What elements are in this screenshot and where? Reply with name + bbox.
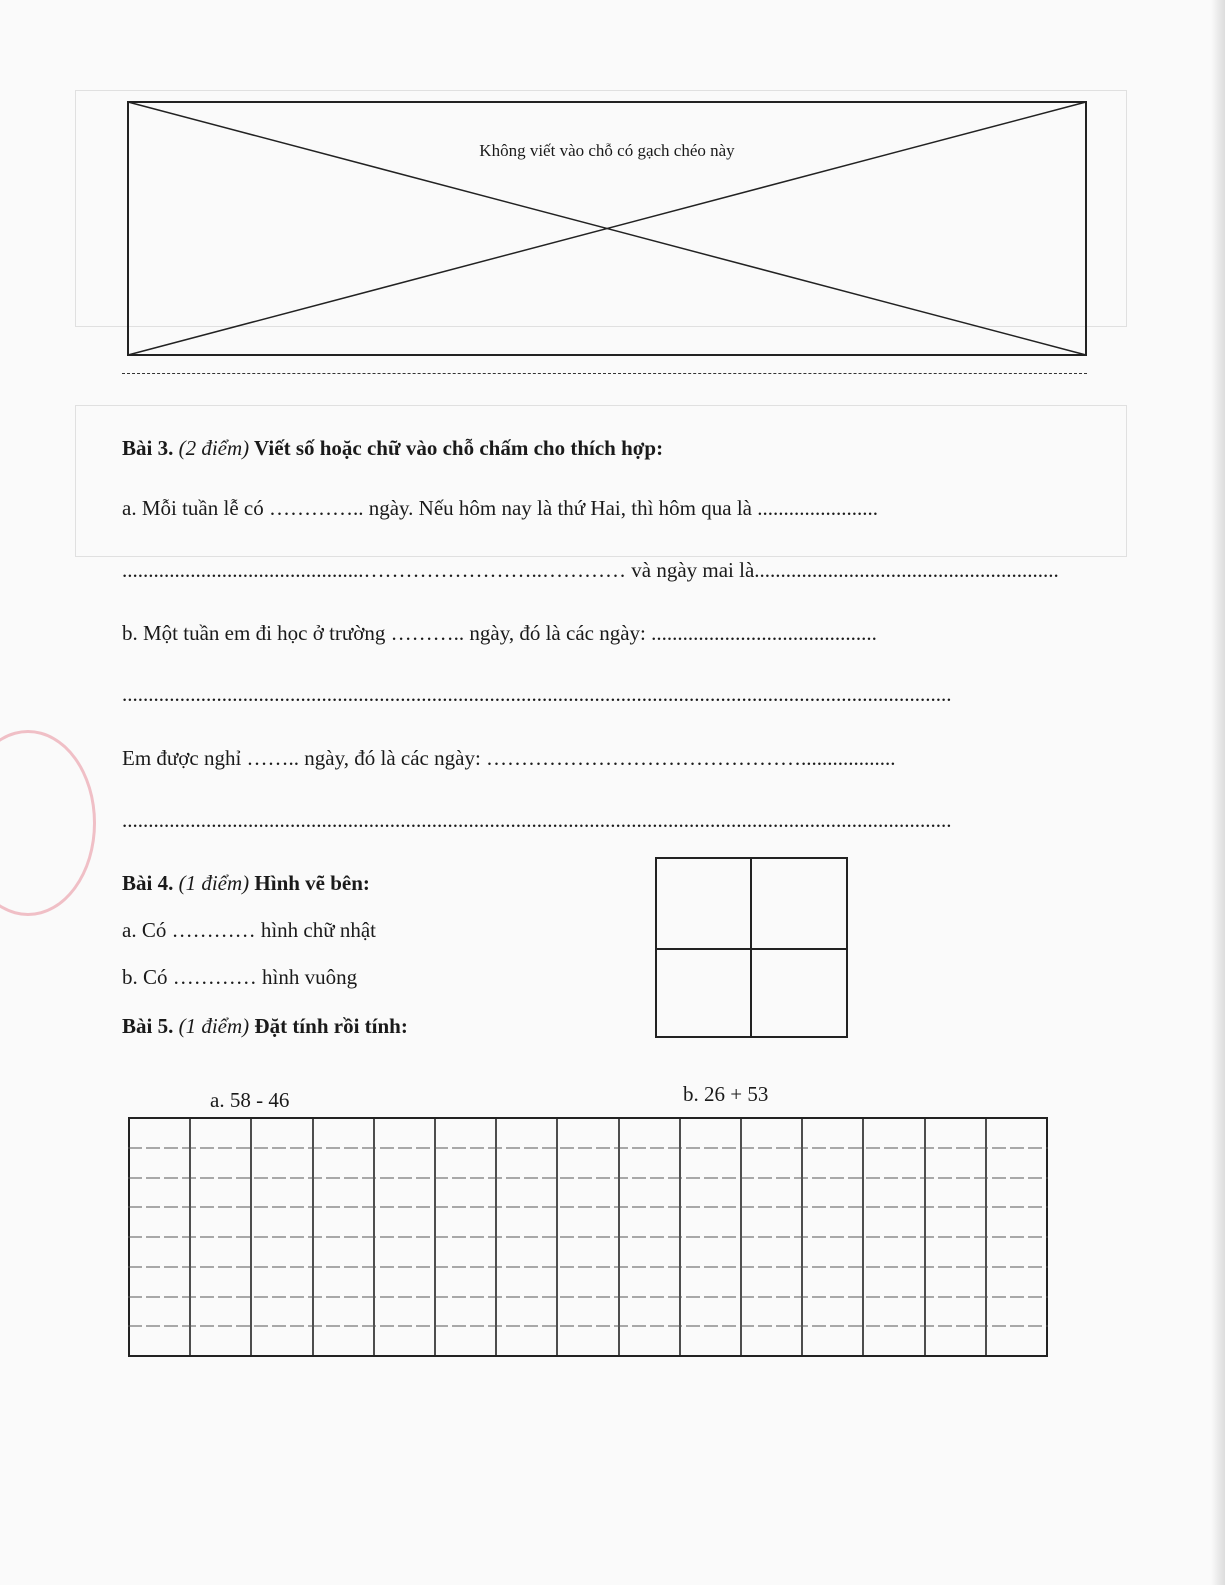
bleed-through-box bbox=[75, 405, 1127, 557]
bai3-c-line2: .............................................................................................................................................................. bbox=[122, 808, 952, 832]
bai3-a-line2: ..............................................……………………..………… và ngày mai là.......................................................... bbox=[122, 558, 1059, 582]
do-not-write-note: Không viết vào chỗ có gạch chéo này bbox=[479, 141, 735, 160]
bai5-b-expression: b. 26 + 53 bbox=[683, 1082, 769, 1106]
working-grid bbox=[128, 1117, 1048, 1357]
bai3-number: Bài 3. bbox=[122, 436, 174, 460]
cut-line bbox=[122, 373, 1087, 374]
bai3-a-line1: a. Mỗi tuần lễ có ………….. ngày. Nếu hôm nay là thứ Hai, thì hôm qua là ....................... bbox=[122, 496, 878, 520]
bai5-title bbox=[122, 1014, 408, 1039]
bai3-b-line2: .............................................................................................................................................................. bbox=[122, 682, 952, 706]
bai4-title bbox=[122, 871, 370, 896]
bai3-instruction: Viết số hoặc chữ vào chỗ chấm cho thích hợp: bbox=[254, 436, 664, 460]
bai4-a: a. Có ………… hình chữ nhật bbox=[122, 918, 377, 942]
bai4-b: b. Có ………… hình vuông bbox=[122, 965, 358, 989]
bai4-points: (1 điểm) bbox=[178, 871, 250, 895]
bai3-points: (2 điểm) bbox=[178, 436, 250, 460]
bai3-c-line1: Em được nghỉ …….. ngày, đó là các ngày: ……………………………………….................. bbox=[122, 746, 896, 770]
bai5-points: (1 điểm) bbox=[178, 1014, 250, 1038]
crossed-out-box bbox=[127, 101, 1087, 356]
bai5-instruction: Đặt tính rồi tính: bbox=[254, 1014, 408, 1038]
bai3-b-line1: b. Một tuần em đi học ở trường ……….. ngày, đó là các ngày: ........................................... bbox=[122, 621, 877, 645]
cross-lines bbox=[127, 101, 1087, 356]
bai5-number: Bài 5. bbox=[122, 1014, 174, 1038]
bai4-number: Bài 4. bbox=[122, 871, 174, 895]
bai5-a-expression: a. 58 - 46 bbox=[210, 1088, 290, 1112]
bai4-instruction: Hình vẽ bên: bbox=[254, 871, 370, 895]
red-stamp-bleed bbox=[0, 730, 96, 916]
bai3-title bbox=[122, 436, 663, 461]
page-edge-shadow bbox=[1211, 0, 1225, 1585]
squares-figure bbox=[655, 857, 848, 1038]
